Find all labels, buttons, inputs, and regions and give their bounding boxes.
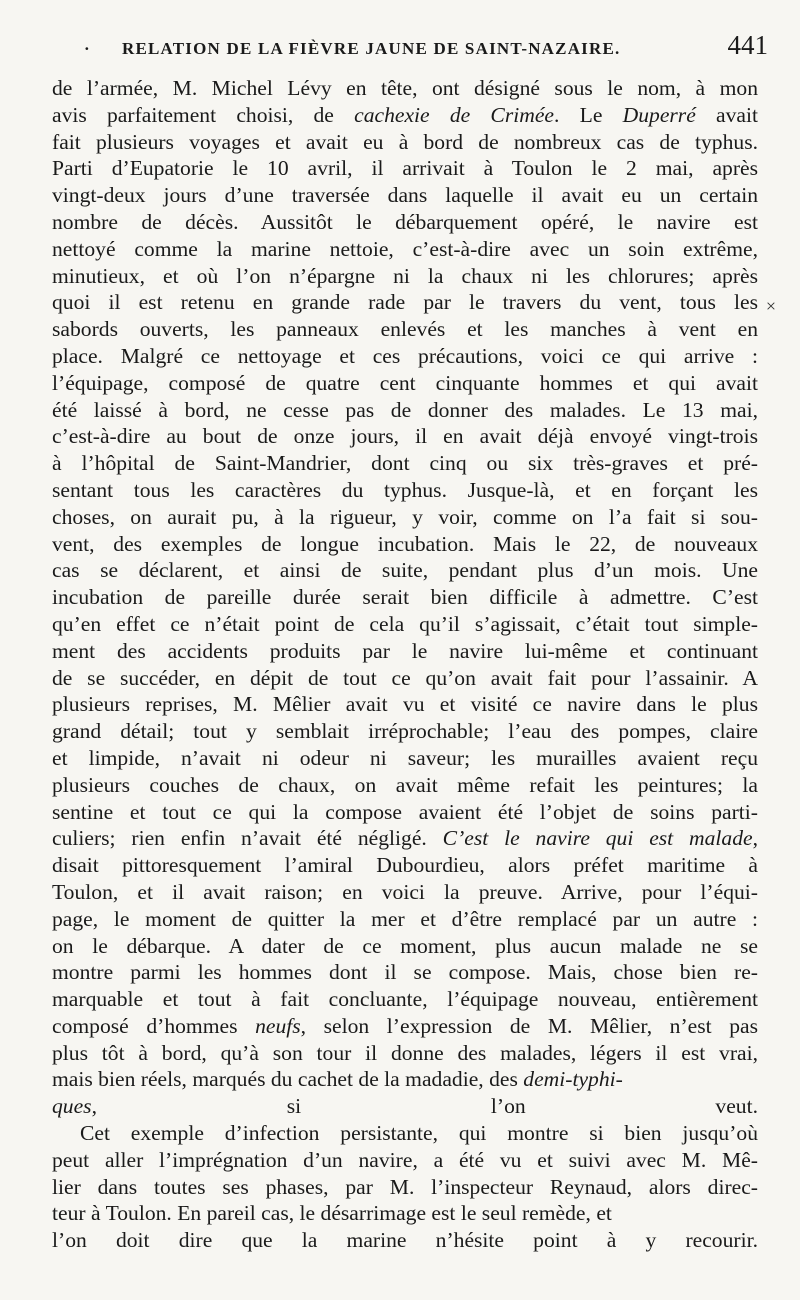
text-segment: Cet exemple d’infection persistante, qui montre si bien jusqu’où	[80, 1121, 758, 1146]
text-line	[52, 906, 758, 933]
text-line	[52, 584, 758, 611]
text-line	[52, 718, 758, 745]
text-segment: , selon l’expression de M. Mêlier, n’est pas	[300, 1013, 758, 1038]
text-line	[52, 289, 758, 316]
text-segment: on le débarque. A dater de ce moment, plus aucun malade ne se	[52, 933, 758, 958]
body-text	[52, 75, 758, 1254]
text-line	[52, 1147, 758, 1174]
text-line	[52, 986, 758, 1013]
text-line	[52, 825, 758, 852]
text-line	[52, 691, 758, 718]
text-line	[52, 397, 758, 424]
text-line	[52, 1120, 758, 1147]
text-segment: avait	[695, 102, 758, 127]
text-line	[52, 182, 758, 209]
text-segment: qu’en effet ce n’était point de cela qu’il s’agissait, c’était tout simple-	[52, 611, 758, 636]
text-segment: minutieux, et où l’on n’épargne ni la chaux ni les chlorures; après	[52, 263, 758, 288]
text-line	[52, 772, 758, 799]
text-line	[52, 370, 758, 397]
text-line	[52, 611, 758, 638]
italic-text: cachexie de Crimée	[354, 102, 555, 127]
text-line	[52, 1227, 758, 1254]
text-segment: Toulon, et il avait raison; en voici la preuve. Arrive, pour l’équi-	[52, 879, 758, 904]
text-segment: grand détail; tout y semblait irréprochable; l’eau des pompes, claire	[52, 719, 758, 744]
text-line	[52, 1200, 758, 1227]
running-title: RELATION DE LA FIÈVRE JAUNE DE SAINT-NAZAIRE.	[122, 39, 621, 58]
text-segment: montre parmi les hommes dont il se compose. Mais, chose bien re-	[52, 960, 758, 985]
text-line	[52, 852, 758, 879]
text-line	[52, 531, 758, 558]
italic-text: Duperré	[622, 102, 696, 127]
text-line	[52, 263, 758, 290]
text-line	[52, 477, 758, 504]
text-segment: ment des accidents produits par le navire lui-même et continuant	[52, 638, 758, 663]
text-segment: cas se déclarent, et ainsi de suite, pendant plus d’un mois. Une	[52, 558, 758, 583]
text-segment: mais bien réels, marqués du cachet de la madadie, des	[52, 1067, 524, 1092]
italic-text: ques	[52, 1094, 92, 1119]
text-segment: été laissé à bord, ne cesse pas de donner des malades. Le 13 mai,	[52, 397, 758, 422]
text-line	[52, 557, 758, 584]
text-line	[52, 665, 758, 692]
page-number: 441	[727, 30, 768, 60]
text-line	[52, 799, 758, 826]
text-line	[52, 1174, 758, 1201]
text-segment: fait plusieurs voyages et avait eu à bord de nombreux cas de typhus.	[52, 129, 758, 154]
text-line	[52, 879, 758, 906]
text-segment: vent, des exemples de longue incubation. Mais le 22, de nouveaux	[52, 531, 758, 556]
text-segment: page, le moment de quitter la mer et d’être remplacé par un autre :	[52, 906, 758, 931]
text-line	[52, 1093, 758, 1120]
text-line	[52, 236, 758, 263]
text-segment: . Le	[554, 102, 623, 127]
text-segment: ,	[752, 826, 758, 851]
text-line	[52, 155, 758, 182]
text-segment: de l’armée, M. Michel Lévy en tête, ont désigné sous le nom, à mon	[52, 76, 758, 100]
text-segment: , si l’on veut.	[91, 1094, 758, 1119]
page-header	[52, 30, 772, 61]
text-segment: de se succéder, en dépit de tout ce qu’on avait fait pour l’assainir. A	[52, 665, 758, 690]
text-segment: avis parfaitement choisi, de	[52, 102, 355, 127]
text-segment: composé d’hommes	[52, 1013, 256, 1038]
text-line	[52, 129, 758, 156]
text-segment: plusieurs reprises, M. Mêlier avait vu et visité ce navire dans le plus	[52, 692, 758, 717]
text-segment: marquable et tout à fait concluante, l’équipage nouveau, entièrement	[52, 987, 758, 1012]
text-line	[52, 343, 758, 370]
text-segment: quoi il est retenu en grande rade par le travers du vent, tous les	[52, 290, 758, 315]
text-segment: plusieurs couches de chaux, on avait même refait les peintures; la	[52, 772, 758, 797]
text-line	[52, 933, 758, 960]
text-segment: nettoyé comme la marine nettoie, c’est-à-dire avec un soin extrême,	[52, 236, 758, 261]
text-segment: c’est-à-dire au bout de onze jours, il en avait déjà envoyé vingt-trois	[52, 424, 758, 449]
text-segment: à l’hôpital de Saint-Mandrier, dont cinq ou six très-graves et pré-	[52, 451, 758, 476]
text-segment: peut aller l’imprégnation d’un navire, a été vu et suivi avec M. Mê-	[52, 1147, 758, 1172]
text-line	[52, 638, 758, 665]
text-line	[52, 504, 758, 531]
italic-text: neufs	[255, 1013, 301, 1038]
text-line	[52, 959, 758, 986]
text-segment: teur à Toulon. En pareil cas, le désarrimage est le seul remède, et	[52, 1201, 612, 1226]
text-segment: sabords ouverts, les panneaux enlevés et les manches à vent en	[52, 317, 758, 342]
text-segment: disait pittoresquement l’amiral Dubourdieu, alors préfet maritime à	[52, 853, 758, 878]
text-line	[52, 75, 758, 102]
text-segment: vingt-deux jours d’une traversée dans laquelle il avait eu un certain	[52, 183, 758, 208]
text-segment: et limpide, n’avait ni odeur ni saveur; les murailles avaient reçu	[52, 745, 758, 770]
text-line	[52, 102, 758, 129]
text-line	[52, 450, 758, 477]
italic-text: demi-typhi-	[523, 1067, 623, 1092]
margin-mark: ×	[765, 296, 776, 316]
text-segment: place. Malgré ce nettoyage et ces précautions, voici ce qui arrive :	[52, 343, 758, 368]
text-line	[52, 745, 758, 772]
text-line	[52, 1040, 758, 1067]
text-segment: incubation de pareille durée serait bien difficile à admettre. C’est	[52, 585, 758, 610]
text-segment: l’équipage, composé de quatre cent cinquante hommes et qui avait	[52, 370, 758, 395]
header-dot: ·	[84, 39, 91, 58]
text-segment: l’on doit dire que la marine n’hésite point à y recourir.	[52, 1228, 758, 1253]
text-line	[52, 1013, 758, 1040]
text-line	[52, 1066, 758, 1093]
text-segment: choses, on aurait pu, à la rigueur, y voir, comme on l’a fait si sou-	[52, 504, 758, 529]
text-segment: sentant tous les caractères du typhus. Jusque-là, et en forçant les	[52, 477, 758, 502]
text-segment: sentine et tout ce qui la compose avaient été l’objet de soins parti-	[52, 799, 758, 824]
text-line	[52, 423, 758, 450]
italic-text: C’est le navire qui est malade	[442, 826, 753, 851]
text-segment: lier dans toutes ses phases, par M. l’inspecteur Reynaud, alors direc-	[52, 1174, 758, 1199]
text-segment: Parti d’Eupatorie le 10 avril, il arrivait à Toulon le 2 mai, après	[52, 156, 758, 181]
text-segment: plus tôt à bord, qu’à son tour il donne des malades, légers il est vrai,	[52, 1040, 758, 1065]
text-segment: nombre de décès. Aussitôt le débarquement opéré, le navire est	[52, 209, 758, 234]
text-line	[52, 316, 758, 343]
text-segment: culiers; rien enfin n’avait été négligé.	[52, 826, 443, 851]
text-line	[52, 209, 758, 236]
